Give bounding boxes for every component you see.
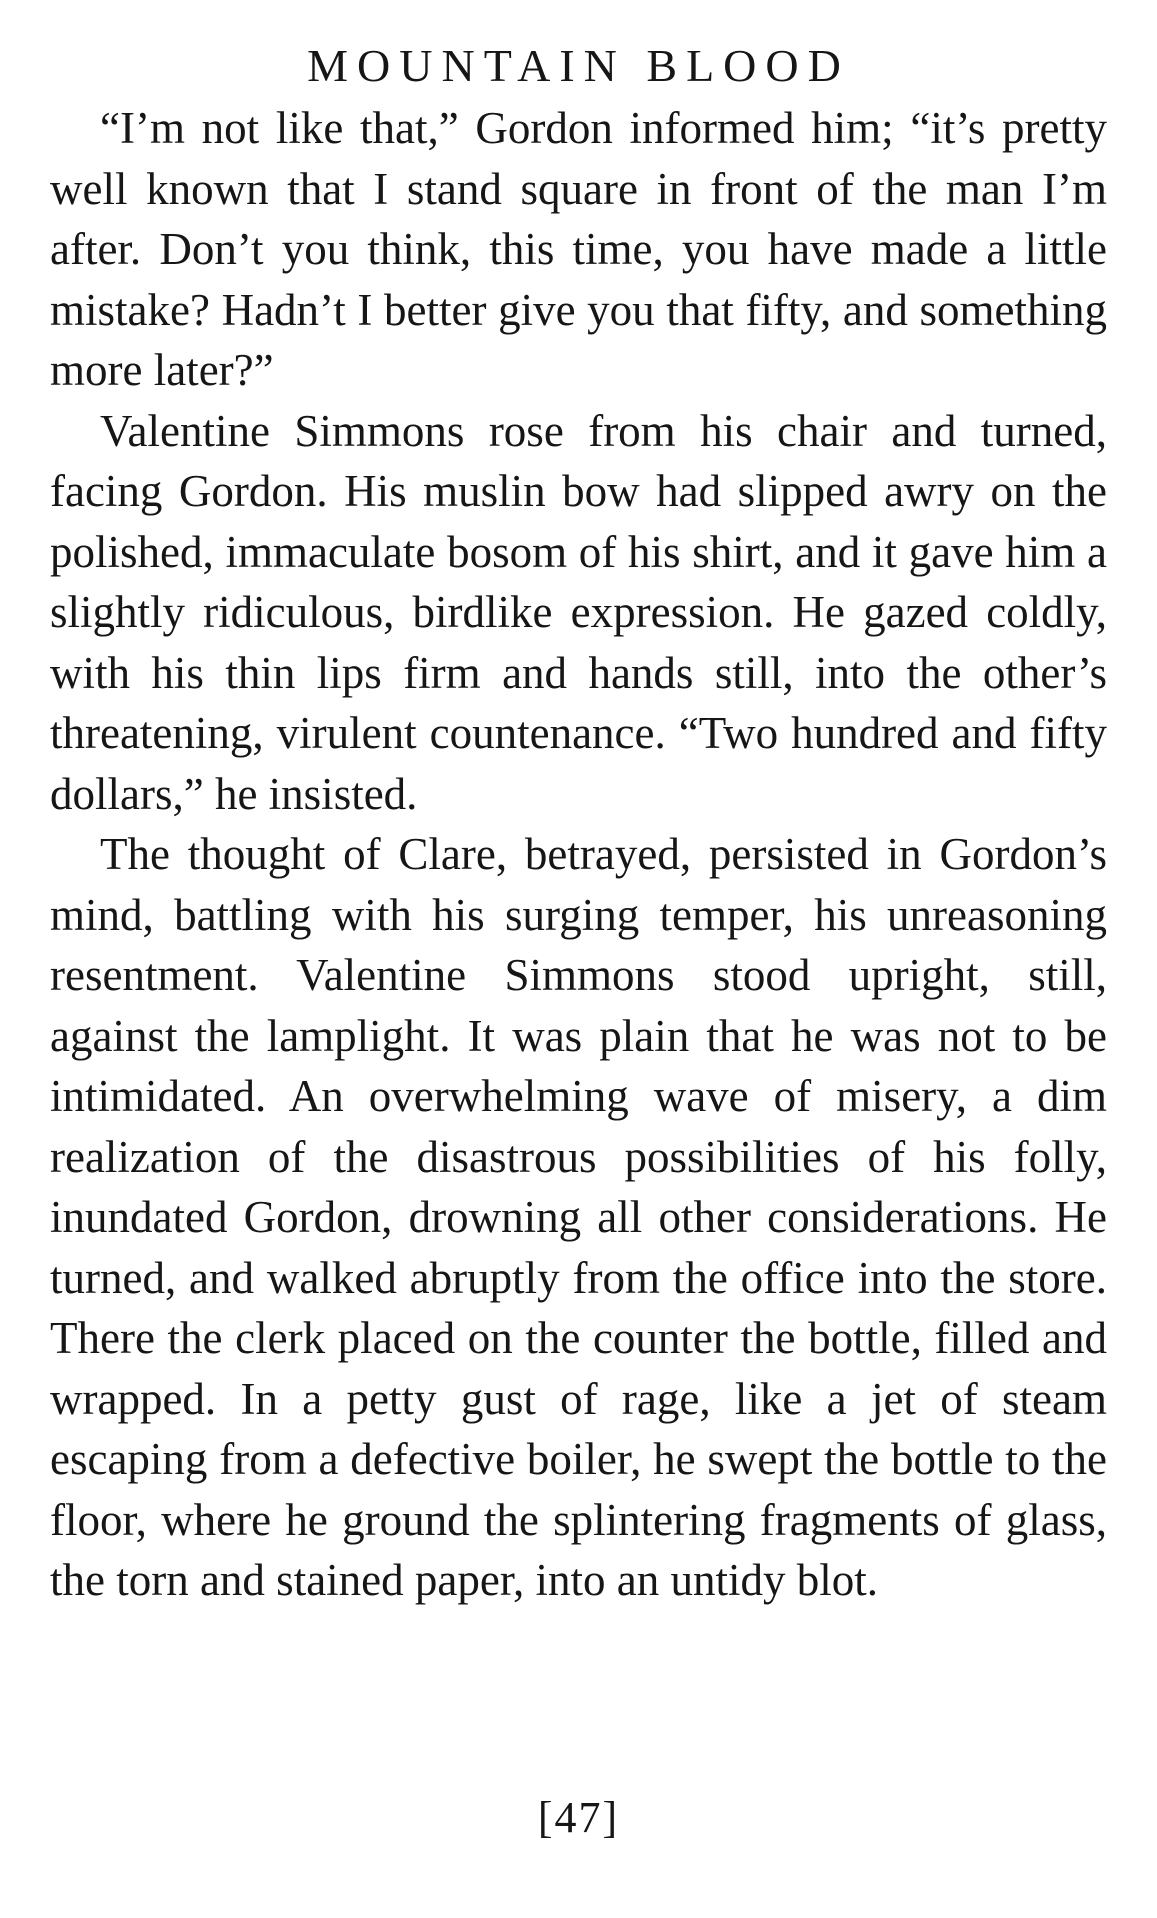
paragraph: The thought of Clare, betrayed, persisted in Gordon’s mind, battling with his surging temper, his unreasoning resentment. Valentine Simmons stood upright, still, against the lamplight. It was plain that he was not to be intimidated. An overwhelming wave of misery, a dim realization of the disastrous possibilities of his folly, inundated Gordon, drowning all other considerations. He turned, and walked abruptly from the office into the store. There the clerk placed on the counter the bottle, filled and wrapped. In a petty gust of rage, like a jet of steam escaping from a defective boiler, he swept the bottle to the floor, where he ground the splintering fragments of glass, the torn and stained paper, into an untidy blot. <box>50 829 1107 1605</box>
running-head: MOUNTAIN BLOOD <box>307 40 850 91</box>
paragraph: Valentine Simmons rose from his chair and turned, facing Gordon. His muslin bow had slipped awry on the polished, immaculate bosom of his shirt, and it gave him a slightly ridiculous, birdlike expression. He gazed coldly, with his thin lips firm and hands still, into the other’s threatening, virulent countenance. “Two hundred and fifty dollars,” he insisted. <box>50 405 1107 819</box>
paragraph: “I’m not like that,” Gordon informed him; “it’s pretty well known that I stand square in front of the man I’m after. Don’t you think, this time, you have made a little mistake? Hadn’t I better give you that fifty, and something more later?” <box>50 103 1107 395</box>
page-number: [47] <box>537 1793 620 1842</box>
body-text <box>50 98 1107 1611</box>
